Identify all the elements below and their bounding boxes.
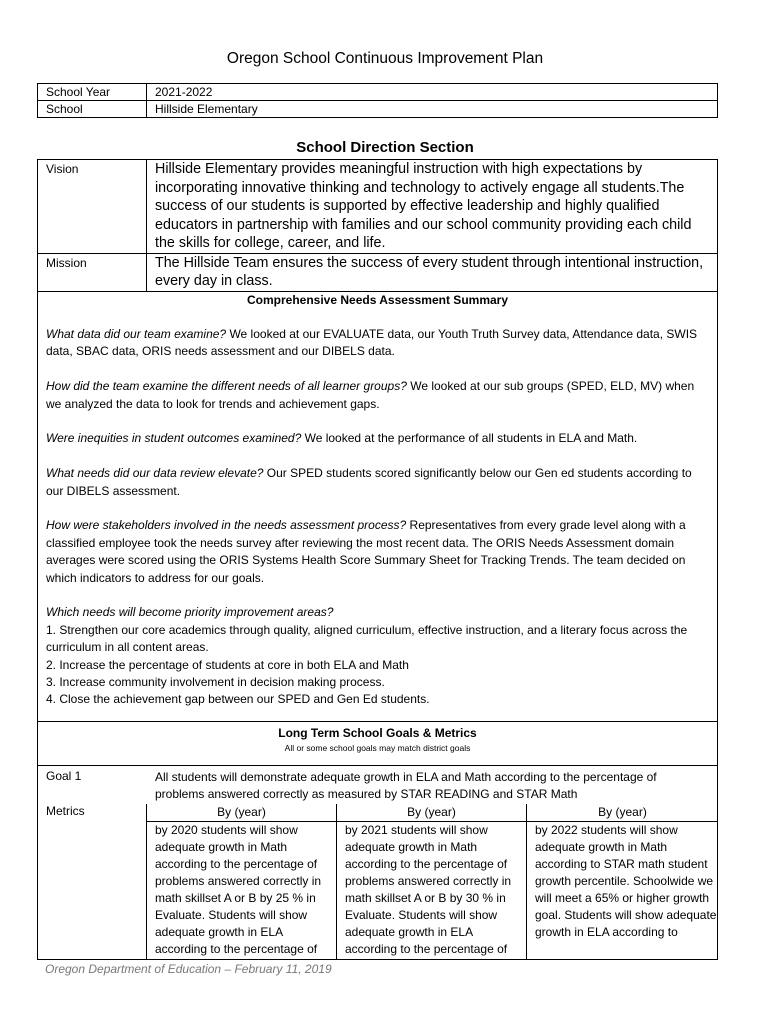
school-year-label: School Year [38, 84, 147, 101]
qa-inequities [46, 430, 709, 447]
mission-text: The Hillside Team ensures the success of every student through intentional instruction, every day in class. [147, 253, 718, 291]
metrics-label: Metrics [46, 804, 85, 818]
metric-column-head: By (year) [527, 804, 718, 822]
answer: We looked at the performance of all students in ELA and Math. [301, 431, 638, 446]
page-footer: Oregon Department of Education – February 11, 2019 [45, 962, 332, 976]
school-year-row [38, 84, 718, 101]
answer: We looked at our EVALUATE data, our Youth Truth Survey data, Attendance data, SWIS data, SBAC data, ORIS needs assessment and our DIBELS data. [46, 327, 698, 359]
qa-data-examined [46, 326, 709, 361]
qa-learner-groups [46, 378, 709, 413]
priority-item: 4. Close the achievement gap between our SPED and Gen Ed students. [46, 692, 430, 707]
metric-column-body: by 2022 students will show adequate growth in Math according to STAR math student growth percentile. Schoolwide we will meet a 65% or higher growth goal. Students will show adequate growth in ELA according to [535, 823, 717, 939]
question: Were inequities in student outcomes examined? [46, 431, 302, 446]
school-info-table [37, 83, 718, 118]
question-priorities: Which needs will become priority improvement areas? [46, 605, 334, 620]
question: What data did our team examine? [46, 327, 227, 341]
metric-column-head: By (year) [147, 804, 336, 822]
goal-1-text: All students will demonstrate adequate growth in ELA and Math according to the percentage of problems answered correctly as measured by STAR READING and STAR Math [155, 770, 657, 801]
answer: Our SPED students scored significantly below our Gen ed students according to our DIBELS assessment. [46, 466, 692, 498]
mission-row [38, 253, 718, 291]
mission-label: Mission [38, 253, 147, 291]
qa-needs-elevated [46, 465, 709, 500]
priority-item: 2. Increase the percentage of students at core in both ELA and Math [46, 657, 409, 672]
question: How did the team examine the different needs of all learner groups? [46, 379, 407, 394]
school-value: Hillside Elementary [147, 101, 718, 118]
school-year-value: 2021-2022 [147, 84, 718, 101]
long-term-goals-header [37, 722, 718, 766]
question: What needs did our data review elevate? [46, 466, 264, 481]
metric-column-body: by 2021 students will show adequate growth in Math according to the percentage of problems answered correctly in math skillset A or B by 30 % in Evaluate. Students will show adequate growth in ELA according to the percentage of [345, 823, 512, 956]
priority-item: 3. Increase community involvement in decision making process. [46, 675, 385, 690]
needs-assessment-section [37, 290, 718, 722]
answer: We looked at our sub groups (SPED, ELD, MV) when we analyzed the data to look for trends and achievement gaps. [46, 379, 695, 411]
long-term-goals-title: Long Term School Goals & Metrics [278, 726, 477, 740]
priority-item: 1. Strengthen our core academics through quality, aligned curriculum, effective instruction, and a literary focus across the curriculum in all content areas. [46, 622, 688, 655]
metrics-columns [146, 804, 717, 959]
document-title: Oregon School Continuous Improvement Plan [226, 50, 544, 67]
goal-1-section [37, 766, 718, 960]
needs-assessment-title: Comprehensive Needs Assessment Summary [247, 293, 508, 307]
qa-stakeholders [46, 517, 709, 587]
long-term-goals-subtitle: All or some school goals may match district goals [284, 743, 471, 753]
school-label: School [38, 101, 147, 118]
direction-table [37, 159, 718, 292]
answer: Representatives from every grade level along with a classified employee took the needs survey after reviewing the most recent data. The ORIS Needs Assessment domain averages were scored using the ORIS Systems Health Score Summary Sheet for Tracking Trends. The team decided on which indicators to address for our goals. [46, 518, 686, 585]
vision-text: Hillside Elementary provides meaningful instruction with high expectations by incorporating innovative thinking and technology to actively engage all students.The success of our students is supported by effective leadership and highly qualified educators in partnership with families and our school community providing each child the skills for college, career, and life. [147, 160, 718, 254]
metric-column-head: By (year) [337, 804, 526, 822]
metric-column-2 [336, 804, 526, 959]
needs-assessment-body [38, 309, 717, 709]
metric-column-body: by 2020 students will show adequate growth in Math according to the percentage of problems answered correctly in math skillset A or B by 25 % in Evaluate. Students will show adequate growth in ELA according to the percentage of [155, 823, 322, 956]
metric-column-1 [146, 804, 336, 959]
question: How were stakeholders involved in the needs assessment process? [46, 518, 407, 533]
metric-column-3 [526, 804, 718, 959]
vision-row [38, 160, 718, 254]
section-title: School Direction Section [296, 139, 474, 156]
vision-label: Vision [38, 160, 147, 254]
goal-1-label: Goal 1 [46, 769, 82, 783]
school-row [38, 101, 718, 118]
